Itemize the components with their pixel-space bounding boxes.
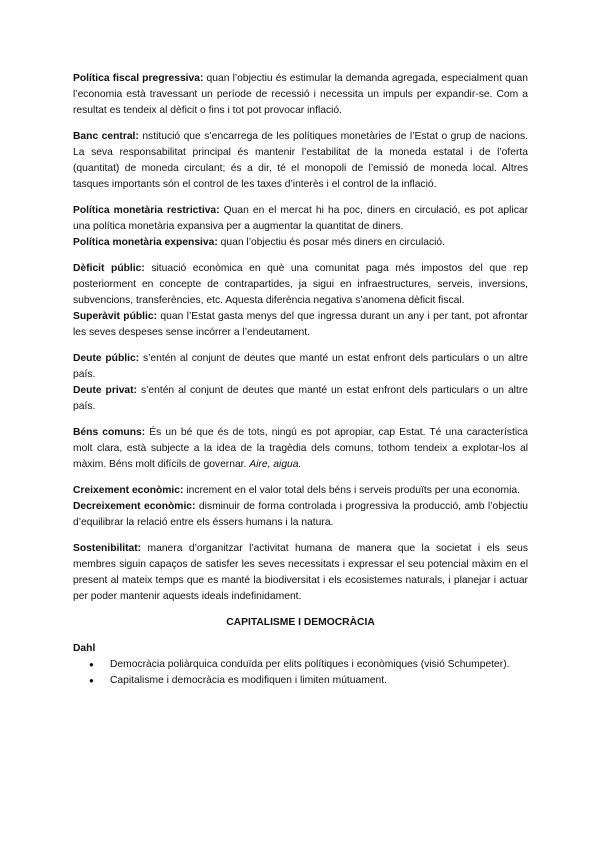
definition-decreixement-economic (73, 499, 528, 531)
definition-sostenibilitat (73, 541, 528, 605)
definition-politica-monetaria-restrictiva (73, 203, 528, 235)
term-label: Sostenibilitat: (73, 543, 142, 554)
definition-creixement-economic (73, 483, 528, 499)
section-author: Dahl (73, 643, 96, 654)
term-label: Deute públic: (73, 353, 140, 364)
term-label: Béns comuns: (73, 427, 146, 438)
definition-text: situació econòmica en què una comunitat paga més impostos del que rep posteriorment en concepte de contrapartides, ja sigui en infraestructures, serveis, inversions, subvencions, transferències, etc. Aquesta diferència negativa s’anomena dèficit fiscal. (73, 263, 529, 306)
bullet-list (73, 657, 528, 689)
definition-example: Aire, aigua. (249, 459, 302, 470)
term-label: Decreixement econòmic: (73, 501, 196, 512)
term-label: Superàvit públic: (73, 311, 158, 322)
definition-text: s’entén al conjunt de deutes que manté un estat enfront dels particulars o un altre país. (73, 385, 528, 412)
definition-politica-fiscal-pregressiva (73, 71, 528, 119)
term-label: Dèficit públic: (73, 263, 145, 274)
definition-text: Quan en el mercat hi ha poc, diners en circulació, es pot aplicar una política monetària expansiva per a augmentar la quantitat de diners. (73, 205, 528, 232)
definition-deficit-public (73, 261, 528, 309)
definition-banc-central (73, 129, 528, 193)
definition-bens-comuns (73, 425, 528, 473)
section-title: CAPITALISME I DEMOCRÀCIA (226, 617, 375, 628)
definition-deute-privat (73, 383, 528, 415)
term-label: Creixement econòmic: (73, 485, 184, 496)
term-label: Política monetària restrictiva: (73, 205, 220, 216)
bullet-text: Democràcia poliàrquica conduïda per elits polítiques i econòmiques (visió Schumpeter). (110, 659, 510, 670)
bullet-icon: ● (89, 676, 94, 685)
definition-politica-monetaria-expensiva (73, 235, 528, 251)
definition-text: nstitució que s’encarrega de les polítiques monetàries de l’Estat o grup de nacions. La seva responsabilitat principal és mantenir l’estabilitat de la moneda estatal i de l’oferta (quantitat) de moneda circulant; és a dir, té el monopoli de l’emissió de moneda local. Altres tasques importants són el control de les taxes d’interès i el control de la inflació. (73, 131, 528, 190)
definition-text: manera d’organitzar l’activitat humana de manera que la societat i els seus membres siguin capaços de satisfer les seves necessitats i expressar el seu potencial màxim en el present al mateix temps que es manté la biodiversitat i els ecosistemes naturals, i planejar i actuar per poder mantenir aquests ideals indefinidament. (73, 543, 528, 602)
term-label: Deute privat: (73, 385, 138, 396)
term-label: Banc central: (73, 131, 139, 142)
definition-superavit-public (73, 309, 528, 341)
definition-text: disminuir de forma controlada i progressiva la producció, amb l’objectiu d’equilibrar la relació entre els éssers humans i la natura. (73, 501, 528, 528)
list-item (73, 657, 528, 673)
definition-text: quan l’Estat gasta menys del que ingressa durant un any i per tant, pot afrontar les seves despeses sense incórrer a l’endeutament. (73, 311, 528, 338)
definition-deute-public (73, 351, 528, 383)
definition-text: s’entén al conjunt de deutes que manté un estat enfront dels particulars o un altre país. (73, 353, 529, 380)
definition-text: quan l’objectiu és estimular la demanda agregada, especialment quan l’economia està travessant un període de recessió i necessita un impuls per expandir-se. Com a resultat es tendeix al dèficit o fins i tot pot provocar inflació. (73, 73, 528, 116)
definition-text: increment en el valor total dels béns i serveis produïts per una economia. (183, 485, 520, 496)
definition-text: És un bé que és de tots, ningú es pot apropiar, cap Estat. Té una característica molt clara, està subjecte a la idea de la tragèdia dels comuns, tothom tendeix a explotar-los al màxim. Béns molt difícils de governar. (73, 427, 528, 470)
term-label: Política monetària expensiva: (73, 237, 218, 248)
term-label: Política fiscal pregressiva: (73, 73, 204, 84)
bullet-text: Capitalisme i democràcia es modifiquen i limiten mútuament. (110, 675, 387, 686)
list-item (73, 673, 528, 689)
bullet-icon: ● (89, 660, 94, 669)
definition-text: quan l’objectiu és posar més diners en circulació. (217, 237, 446, 248)
